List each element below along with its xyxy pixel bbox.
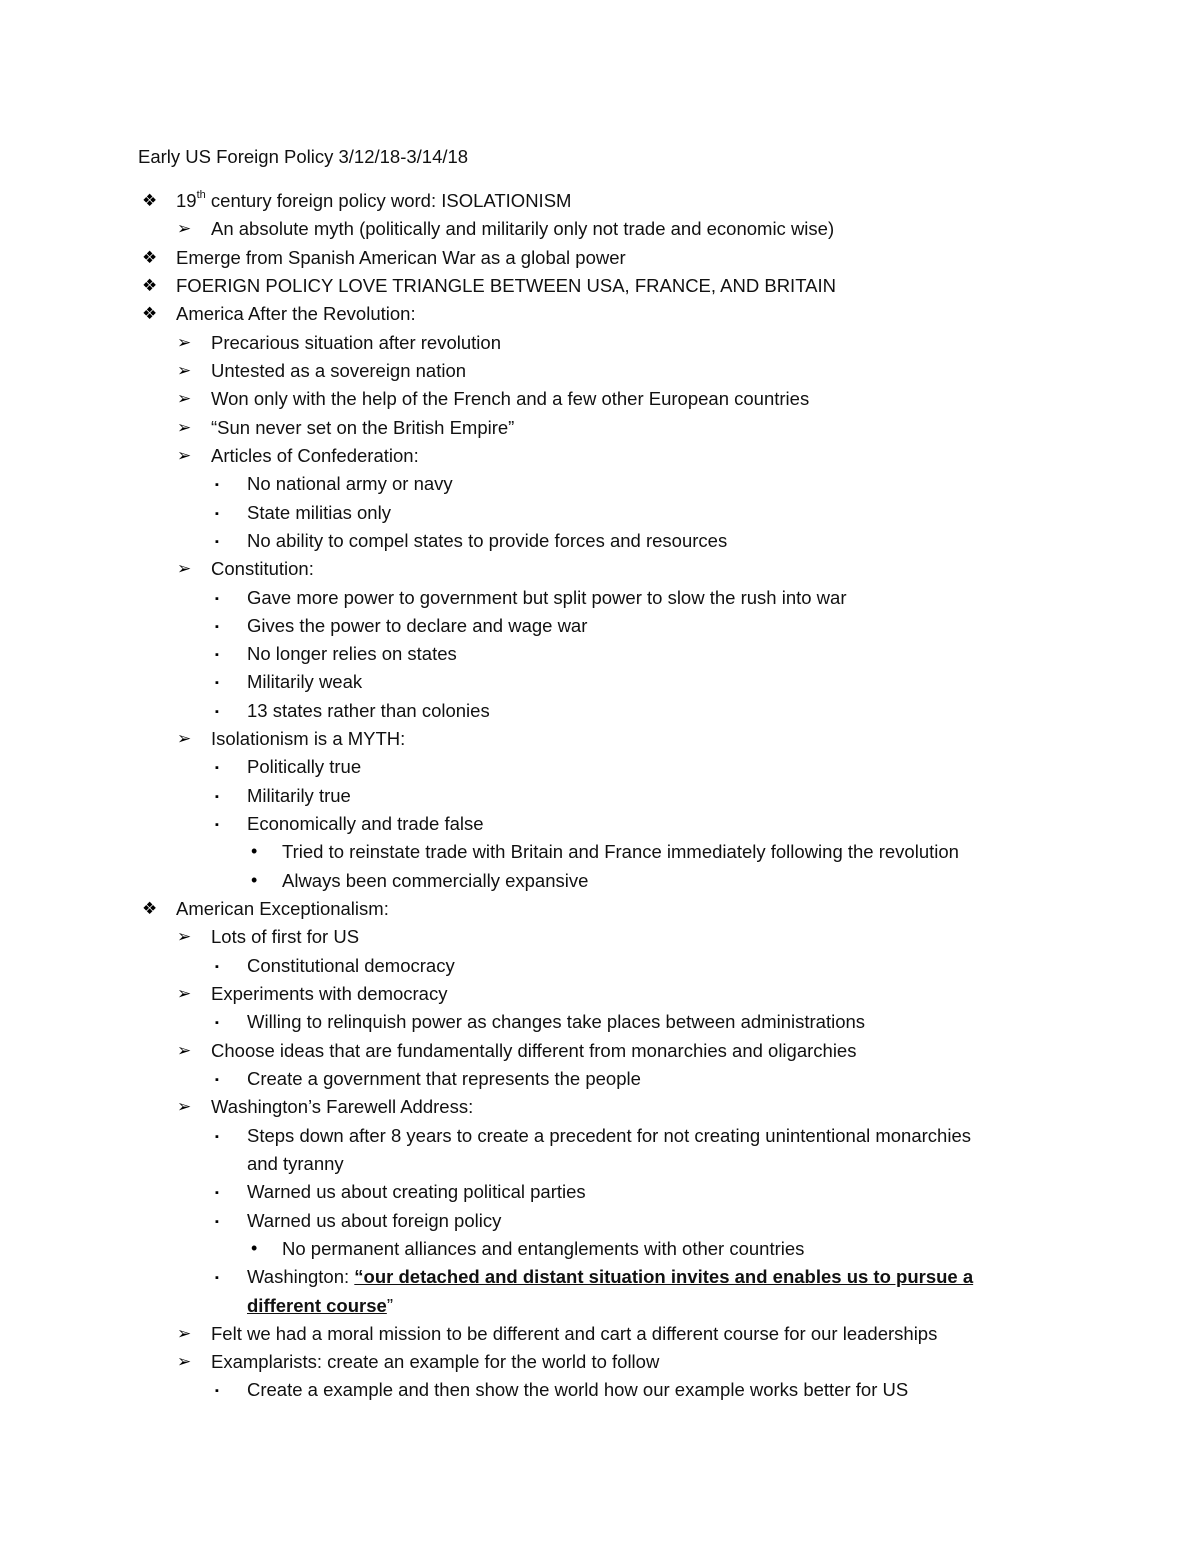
arrow-bullet-icon: ➢: [177, 389, 192, 409]
list-item-level-2: [177, 331, 501, 355]
item-text: Create a example and then show the world how our example works better for US: [247, 1379, 909, 1401]
arrow-bullet-icon: ➢: [177, 445, 192, 465]
item-text: Isolationism is a MYTH:: [211, 728, 406, 750]
item-superscript: th: [196, 188, 206, 201]
arrow-bullet-icon: ➢: [177, 417, 192, 437]
list-item-level-2: [177, 444, 419, 468]
item-text: “Sun never set on the British Empire”: [211, 416, 515, 438]
list-item-level-2: [177, 557, 314, 581]
dot-bullet-icon: •: [251, 1237, 258, 1258]
square-bullet-icon: ▪: [215, 1272, 219, 1285]
item-text: American Exceptionalism:: [176, 898, 389, 919]
diamond-bullet-icon: ❖: [142, 899, 158, 918]
list-item-level-2: [177, 1095, 474, 1119]
diamond-bullet-icon: ❖: [142, 276, 158, 295]
list-item-level-3: [215, 812, 484, 836]
item-text: Willing to relinquish power as changes take places between administrations: [247, 1011, 866, 1033]
diamond-bullet-icon: ❖: [142, 191, 158, 210]
arrow-bullet-icon: ➢: [177, 984, 192, 1003]
item-text: Tried to reinstate trade with Britain and France immediately following the revolution: [282, 841, 959, 863]
list-item-level-4: [251, 1237, 805, 1261]
list-item-level-3: [215, 472, 453, 496]
list-item-level-1: [142, 274, 836, 298]
item-text: Precarious situation after revolution: [211, 331, 501, 353]
item-text: State militias only: [247, 501, 391, 523]
square-bullet-icon: ▪: [215, 1187, 219, 1200]
list-item-level-1: [142, 897, 389, 921]
square-bullet-icon: ▪: [215, 479, 219, 492]
list-item-level-4: [251, 869, 589, 893]
list-item-continuation: [247, 1294, 393, 1318]
diamond-bullet-icon: ❖: [142, 247, 158, 267]
item-text: Choose ideas that are fundamentally different from monarchies and oligarchies: [211, 1039, 857, 1061]
item-text: Gives the power to declare and wage war: [247, 614, 588, 636]
item-text: Felt we had a moral mission to be different and cart a different course for our leaderships: [211, 1322, 938, 1344]
arrow-bullet-icon: ➢: [177, 927, 192, 947]
item-text: 13 states rather than colonies: [247, 699, 490, 721]
item-text: An absolute myth (politically and militarily only not trade and economic wise): [211, 218, 835, 240]
arrow-bullet-icon: ➢: [177, 1040, 192, 1060]
diamond-bullet-icon: ❖: [142, 304, 158, 324]
list-item-level-3: [215, 529, 728, 553]
dot-bullet-icon: •: [251, 869, 258, 890]
square-bullet-icon: ▪: [215, 960, 219, 973]
page-title: Early US Foreign Policy 3/12/18-3/14/18: [138, 146, 469, 167]
item-text: Warned us about foreign policy: [247, 1209, 502, 1231]
list-item-level-3: [215, 1124, 971, 1148]
list-item-level-3: [215, 614, 588, 638]
list-item-level-3: [215, 670, 363, 694]
item-text: Gave more power to government but split power to slow the rush into war: [247, 586, 847, 608]
list-item-level-3: [215, 1010, 866, 1034]
list-item-level-3: [215, 1378, 909, 1402]
item-text: Examplarists: create an example for the world to follow: [211, 1351, 660, 1373]
quote-emphasis: different course: [247, 1294, 387, 1316]
item-text: No permanent alliances and entanglements with other countries: [282, 1237, 805, 1259]
item-text: Politically true: [247, 756, 362, 778]
item-text: Constitutional democracy: [247, 954, 455, 976]
item-text: and tyranny: [247, 1152, 344, 1174]
square-bullet-icon: ▪: [215, 762, 219, 775]
item-text: No longer relies on states: [247, 643, 457, 665]
list-item-level-3: [215, 501, 391, 525]
list-item-level-2: [177, 1350, 660, 1374]
square-bullet-icon: ▪: [215, 1017, 219, 1030]
item-text: Experiments with democracy: [211, 983, 448, 1004]
list-item-level-3: [215, 586, 847, 610]
dot-bullet-icon: •: [251, 841, 258, 862]
list-item-continuation: [247, 1152, 344, 1176]
arrow-bullet-icon: ➢: [177, 1323, 192, 1343]
item-text: century foreign policy word: ISOLATIONISM: [205, 190, 572, 211]
list-item-level-3: [215, 1180, 586, 1204]
list-item-level-3: [215, 784, 351, 808]
item-text: No national army or navy: [247, 473, 453, 495]
list-item-level-2: [177, 217, 835, 241]
list-item-level-3: [215, 1209, 502, 1233]
list-item-level-2: [177, 982, 448, 1006]
square-bullet-icon: ▪: [215, 507, 219, 520]
item-text: No ability to compel states to provide forces and resources: [247, 529, 728, 551]
item-text: Lots of first for US: [211, 926, 360, 948]
item-text: Militarily weak: [247, 671, 363, 693]
square-bullet-icon: ▪: [215, 1073, 219, 1086]
quote-emphasis: “our detached and distant situation invites and enables us to pursue a: [354, 1266, 974, 1288]
list-item-level-3: [215, 1067, 641, 1091]
square-bullet-icon: ▪: [215, 705, 219, 718]
item-text: Constitution:: [211, 558, 314, 580]
item-text-suffix: ”: [386, 1294, 393, 1316]
item-text-prefix: 19: [176, 190, 197, 211]
list-item-level-2: [177, 1322, 938, 1346]
square-bullet-icon: ▪: [215, 819, 219, 831]
item-text: FOERIGN POLICY LOVE TRIANGLE BETWEEN USA, FRANCE, AND BRITAIN: [176, 275, 836, 296]
arrow-bullet-icon: ➢: [177, 559, 192, 579]
square-bullet-icon: ▪: [215, 649, 219, 662]
list-item-level-2: [177, 387, 810, 411]
list-item-level-2: [177, 359, 467, 383]
item-text: Washington:: [247, 1266, 355, 1288]
list-item-level-3: [215, 1265, 974, 1289]
square-bullet-icon: ▪: [215, 1385, 219, 1398]
list-item-level-2: [177, 1039, 857, 1063]
list-item-level-3: [215, 699, 490, 723]
list-item-level-2: [177, 727, 406, 751]
arrow-bullet-icon: ➢: [177, 219, 192, 239]
square-bullet-icon: ▪: [215, 592, 219, 605]
item-text: Untested as a sovereign nation: [211, 359, 467, 381]
list-item-level-2: [177, 925, 360, 949]
item-text: Articles of Confederation:: [211, 444, 419, 466]
list-item-level-3: [215, 954, 455, 978]
list-item-level-3: [215, 755, 362, 779]
list-item-level-1: [142, 302, 416, 326]
square-bullet-icon: ▪: [215, 1130, 219, 1143]
arrow-bullet-icon: ➢: [177, 360, 192, 380]
item-text: Washington’s Farewell Address:: [211, 1096, 474, 1118]
item-text: Economically and trade false: [247, 813, 484, 834]
item-text: Won only with the help of the French and a few other European countries: [211, 388, 810, 410]
list-item-level-3: [215, 642, 457, 666]
list-item-level-2: [177, 416, 515, 440]
item-text: Militarily true: [247, 784, 351, 806]
square-bullet-icon: ▪: [215, 677, 219, 690]
list-item-level-1: [142, 188, 572, 213]
arrow-bullet-icon: ➢: [177, 1352, 192, 1372]
arrow-bullet-icon: ➢: [177, 1097, 192, 1117]
item-text: America After the Revolution:: [176, 303, 416, 325]
list-item-level-4: [251, 840, 959, 864]
square-bullet-icon: ▪: [215, 790, 219, 803]
item-text: Create a government that represents the people: [247, 1067, 641, 1089]
square-bullet-icon: ▪: [215, 535, 219, 548]
arrow-bullet-icon: ➢: [177, 332, 192, 352]
square-bullet-icon: ▪: [215, 1215, 219, 1228]
item-text: Steps down after 8 years to create a precedent for not creating unintentional monarchies: [247, 1124, 971, 1146]
square-bullet-icon: ▪: [215, 620, 219, 633]
item-text: Warned us about creating political parties: [247, 1181, 586, 1203]
item-text: Always been commercially expansive: [282, 869, 589, 891]
item-text: Emerge from Spanish American War as a global power: [176, 246, 626, 268]
arrow-bullet-icon: ➢: [177, 729, 192, 749]
list-item-level-1: [142, 246, 626, 270]
